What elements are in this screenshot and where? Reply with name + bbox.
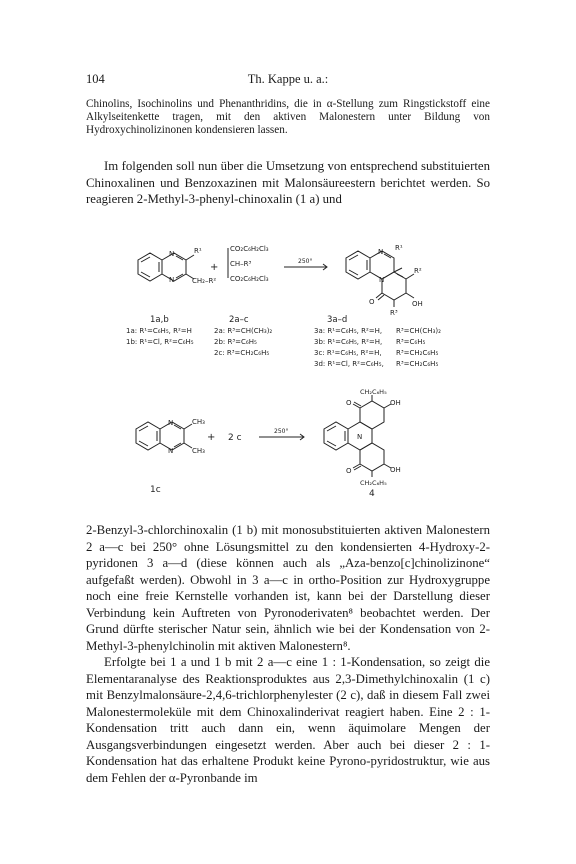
oh-label: OH [390,399,401,407]
legend-3c-r3: R³=CH₂C₆H₅ [396,349,439,357]
r2-label: CH₂–R² [192,277,217,285]
n-atom: N [379,276,385,284]
legend-3b: 3b: R¹=C₆H₅, R²=H, [314,338,383,346]
lead-paragraph [86,158,490,208]
malon-top: CO₂C₆H₂Cl₃ [230,245,269,253]
running-header [86,72,490,88]
compound-label: 1a,b [150,315,169,325]
page-number: 104 [86,72,105,86]
malon-bottom: CO₂C₆H₂Cl₃ [230,275,269,283]
oxygen-label: O [369,298,375,306]
oxygen-label: O [346,399,352,407]
methyl-label: CH₃ [192,418,205,426]
plus-sign: + [207,432,216,443]
compound-label: 4 [369,489,375,499]
compound-label: 3a–d [327,315,348,325]
running-title: Th. Kappe u. a.: [247,72,329,86]
n-atom: N [168,447,174,455]
r2-label: R² [414,267,422,275]
pyridone-ring-top [360,401,384,429]
compound-label: 2a–c [229,315,249,325]
body-text [86,522,490,786]
n-atom: N [169,250,175,258]
oh-label: OH [412,300,423,308]
legend-3a-r3: R³=CH(CH₃)₂ [396,327,441,335]
n-atom: N [169,276,175,284]
compound-label: 1c [150,485,161,495]
methyl-label: CH₃ [192,447,205,455]
legend-1b: 1b: R¹=Cl, R²=C₆H₅ [126,338,194,346]
intro-paragraph [86,98,490,138]
body-paragraph-2: Erfolgte bei 1 a und 1 b mit 2 a—c eine 1 : 1-Kondensation, so zeigt die Elementaranalyse des Reaktionsproduktes aus 2,3-Dimethylchinoxalin (1 c) mit Benzylmalonsäure-2,4,6-trichlorphenylester (2 c), daß in diesem Fall zwei Malonestermoleküle mit dem Chinoxalinderivat reagiert haben. Eine 2 : 1-Kondensation tritt auch dann ein, wenn äquimolare Mengen der Ausgangsverbindungen eingesetzt werden. Aber auch bei dieser 2 : 1-Kondensation hat das erhaltene Produkt keine Pyrono-pyridostruktur, wie aus dem Fehlen der α-Pyronbande im [86,655,490,785]
reaction-scheme-2 [124,388,424,505]
legend-3d: 3d: R¹=Cl, R²=C₆H₅, [314,360,384,368]
n-atom: N [378,248,384,256]
legend-2b: 2b: R³=C₆H₅ [214,338,257,346]
r1-label: R¹ [395,244,403,252]
legend-3d-r3: R³=CH₂C₆H₅ [396,360,439,368]
reagent-label: 2 c [228,433,242,443]
intro-text: Chinolins, Isochinolins und Phenanthridins, die in α-Stellung zum Ringstickstoff eine Alkylseitenkette tragen, mit den aktiven Malonestern unter Bildung von Hydroxychinolizinonen kondensieren lassen. [86,98,490,137]
legend-3a: 3a: R¹=C₆H₅, R²=H, [314,327,383,335]
r3-label: R³ [390,309,398,317]
pyridone-ring-bottom [360,443,384,471]
arrow-condition: 250° [298,258,313,265]
arrow-condition: 250° [274,428,289,435]
legend-2a: 2a: R³=CH(CH₃)₂ [214,327,273,335]
oxygen-label: O [346,467,352,475]
legend-3b-r3: R³=C₆H₅ [396,338,426,346]
n-atom: N [168,419,174,427]
plus-sign: + [210,262,219,273]
benzyl-label: CH₂C₆H₅ [360,388,387,396]
legend-3c: 3c: R¹=C₆H₅, R²=H, [314,349,382,357]
lead-text: Im folgenden soll nun über die Umsetzung von entsprechend substituierten Chinoxalinen und Benzoxazinen mit Malonsäureestern berichtet werden. So reagieren 2-Methyl-3-phenyl-chinoxalin (1 a) und [86,159,490,206]
legend-1a: 1a: R¹=C₆H₅, R²=H [126,327,192,335]
r1-label: R¹ [194,247,202,255]
oh-label: OH [390,466,401,474]
legend-2c: 2c: R³=CH₂C₆H₅ [214,349,270,357]
benzyl-label: CH₂C₆H₅ [360,479,387,487]
body-paragraph-1: 2-Benzyl-3-chlorchinoxalin (1 b) mit monosubstituierten aktiven Malonestern 2 a—c bei 250° ohne Lösungsmittel zu den kondensierten 4-Hydroxy-2-pyridonen 3 a—d (diese können auch als „Aza-benzo[c]chinolizinone“ aufgefaßt werden). Obwohl in 3 a—c in ortho-Position zur Hydroxygruppe noch eine freie Kernstelle vorhanden ist, kann bei der Darstellung dieser Verbindung kein Auftreten von Pyronoderivaten⁸ beobachtet werden. Der Grund dürfte sterischer Natur sein, ähnlich wie bei der Kondensation von 2-Methyl-3-phenylchinolin mit aktiven Malonestern⁸. [86,523,490,653]
reaction-scheme-1 [124,240,454,390]
n-atom: N [357,433,363,441]
malon-mid: CH–R³ [230,260,252,268]
